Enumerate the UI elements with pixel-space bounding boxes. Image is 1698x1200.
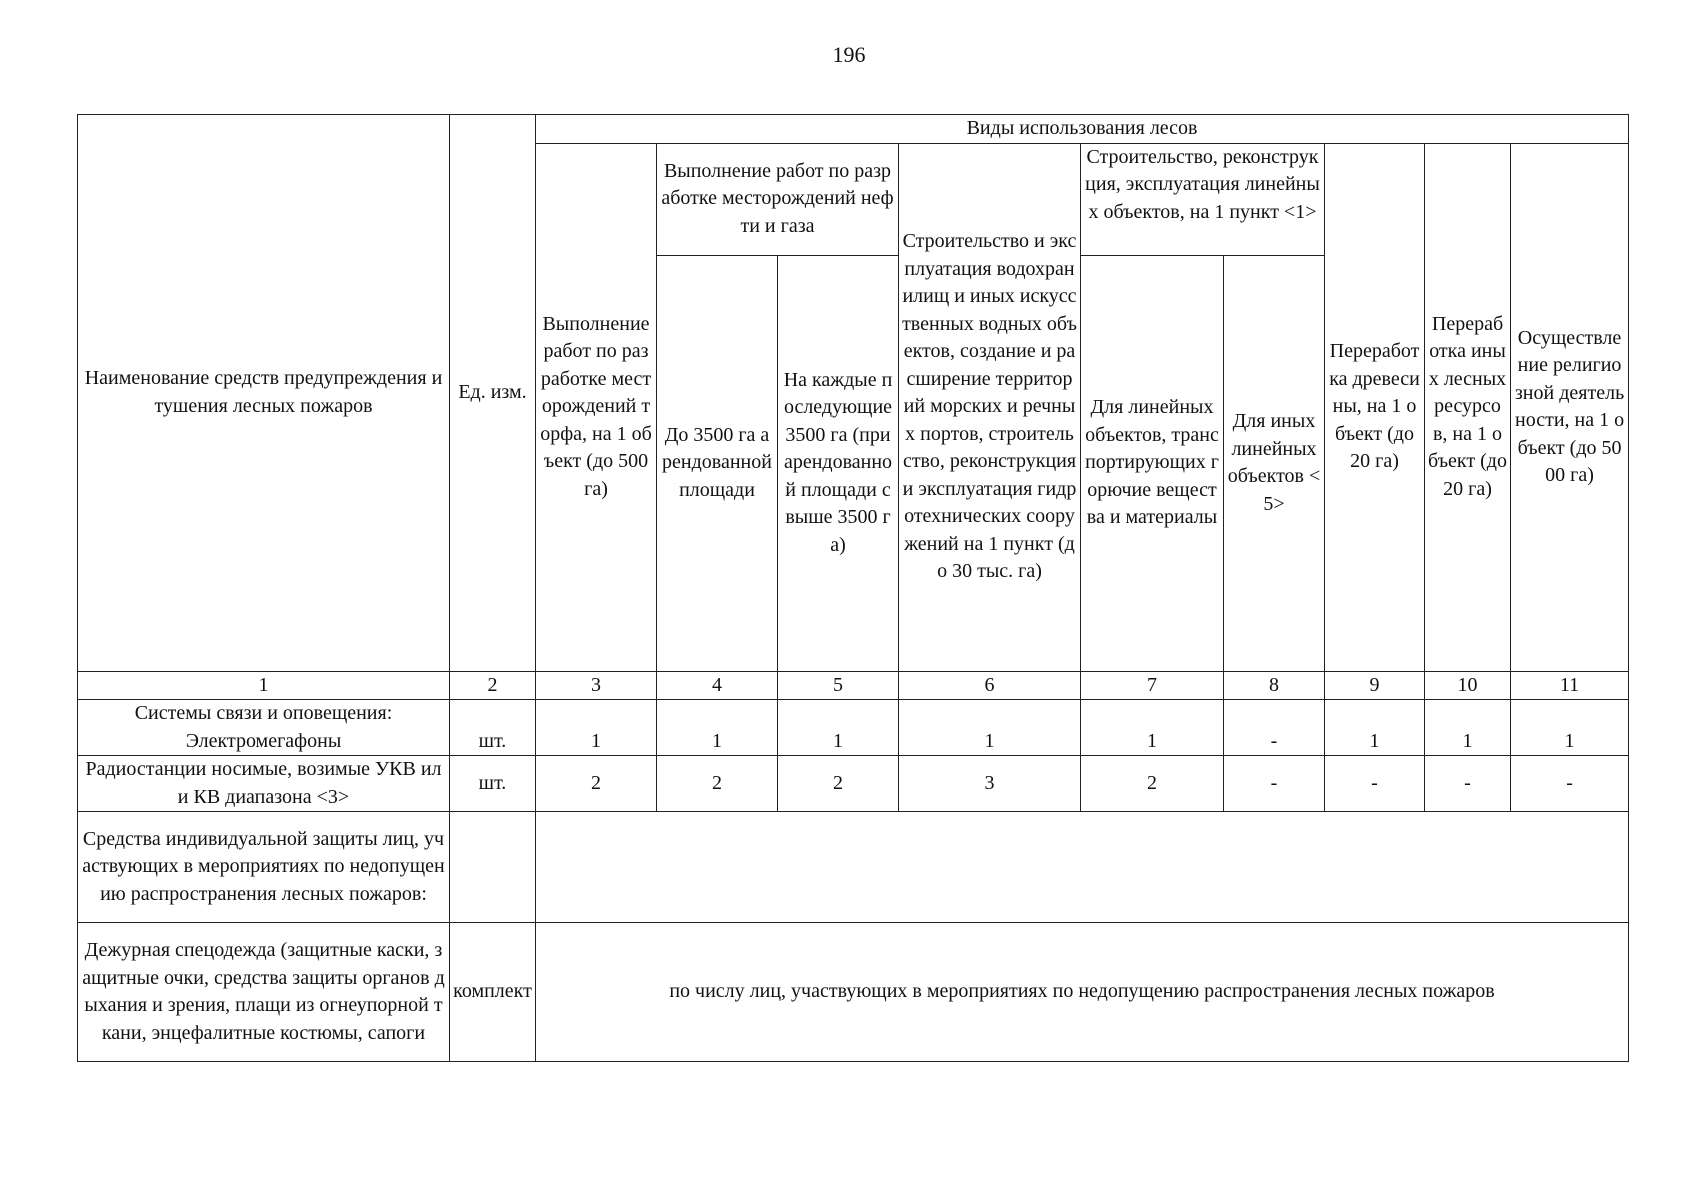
row-name: Дежурная спецодежда (защитные каски, защитные очки, средства защиты органов дыхания и зрения, плащи из огнеупорной ткани, энцефалитные костюмы, сапоги bbox=[78, 923, 450, 1062]
column-number: 2 bbox=[450, 671, 536, 700]
header-group-oil-gas: Выполнение работ по разработке месторождений нефти и газа bbox=[657, 143, 899, 255]
row-unit: комплект bbox=[450, 923, 536, 1062]
forest-fire-equipment-table bbox=[77, 114, 1629, 1062]
row-unit: шт. bbox=[450, 756, 536, 812]
section-unit-empty bbox=[450, 812, 536, 923]
column-number: 9 bbox=[1325, 671, 1425, 700]
row-value: - bbox=[1224, 700, 1325, 756]
row-value: 2 bbox=[657, 756, 778, 812]
row-value: 2 bbox=[536, 756, 657, 812]
header-col-reservoirs: Строительство и эксплуатация водохранилищ и иных искусственных водных объектов, создание и расширение территорий морских и речных портов, строительство, реконструкция и эксплуатация гидротехнических сооружений на 1 пункт (до 30 тыс. га) bbox=[899, 143, 1081, 671]
header-col-linear-flammable: Для линейных объектов, транспортирующих горючие вещества и материалы bbox=[1081, 255, 1224, 671]
header-group-forest-use: Виды использования лесов bbox=[536, 115, 1629, 144]
header-row-1 bbox=[78, 115, 1629, 144]
column-number: 4 bbox=[657, 671, 778, 700]
header-col-wood-processing: Переработка древесины, на 1 объект (до 20 га) bbox=[1325, 143, 1425, 671]
column-number: 5 bbox=[778, 671, 899, 700]
header-col-religious: Осуществление религиозной деятельности, на 1 объект (до 5000 га) bbox=[1511, 143, 1629, 671]
row-unit: шт. bbox=[450, 700, 536, 756]
row-value: 1 bbox=[1325, 700, 1425, 756]
column-number: 7 bbox=[1081, 671, 1224, 700]
page-number: 196 bbox=[832, 42, 866, 67]
header-col-unit: Ед. изм. bbox=[450, 115, 536, 672]
row-value: 1 bbox=[899, 700, 1081, 756]
column-number: 1 bbox=[78, 671, 450, 700]
table-row bbox=[78, 756, 1629, 812]
row-value: - bbox=[1325, 756, 1425, 812]
row-value: 2 bbox=[778, 756, 899, 812]
column-number-row bbox=[78, 671, 1629, 700]
column-number: 11 bbox=[1511, 671, 1629, 700]
header-col-linear-other: Для иных линейных объектов <5> bbox=[1224, 255, 1325, 671]
column-number: 10 bbox=[1425, 671, 1511, 700]
row-value: - bbox=[1224, 756, 1325, 812]
header-col-name: Наименование средств предупреждения и тушения лесных пожаров bbox=[78, 115, 450, 672]
row-value: 1 bbox=[1511, 700, 1629, 756]
column-number: 6 bbox=[899, 671, 1081, 700]
section-values-empty bbox=[536, 812, 1629, 923]
header-col-peat: Выполнение работ по разработке месторождений торфа, на 1 объект (до 500 га) bbox=[536, 143, 657, 671]
row-value: 1 bbox=[536, 700, 657, 756]
row-value: 1 bbox=[1425, 700, 1511, 756]
row-name: Системы связи и оповещения: Электромегафоны bbox=[78, 700, 450, 756]
row-note: по числу лиц, участвующих в мероприятиях по недопущению распространения лесных пожаров bbox=[536, 923, 1629, 1062]
header-col-other-resources: Переработка иных лесных ресурсов, на 1 объект (до 20 га) bbox=[1425, 143, 1511, 671]
table-row bbox=[78, 700, 1629, 756]
row-value: 1 bbox=[657, 700, 778, 756]
column-number: 3 bbox=[536, 671, 657, 700]
row-name: Радиостанции носимые, возимые УКВ или КВ диапазона <3> bbox=[78, 756, 450, 812]
row-value: - bbox=[1425, 756, 1511, 812]
row-value: 2 bbox=[1081, 756, 1224, 812]
header-col-oil-each-next-3500: На каждые последующие 3500 га (при арендованной площади свыше 3500 га) bbox=[778, 255, 899, 671]
header-group-linear: Строительство, реконструкция, эксплуатация линейных объектов, на 1 пункт <1> bbox=[1081, 143, 1325, 255]
section-title: Средства индивидуальной защиты лиц, участвующих в мероприятиях по недопущению распространения лесных пожаров: bbox=[78, 812, 450, 923]
header-col-oil-up-to-3500: До 3500 га арендованной площади bbox=[657, 255, 778, 671]
row-value: 1 bbox=[1081, 700, 1224, 756]
column-number: 8 bbox=[1224, 671, 1325, 700]
row-value: - bbox=[1511, 756, 1629, 812]
row-value: 1 bbox=[778, 700, 899, 756]
row-value: 3 bbox=[899, 756, 1081, 812]
section-row bbox=[78, 812, 1629, 923]
table-row bbox=[78, 923, 1629, 1062]
